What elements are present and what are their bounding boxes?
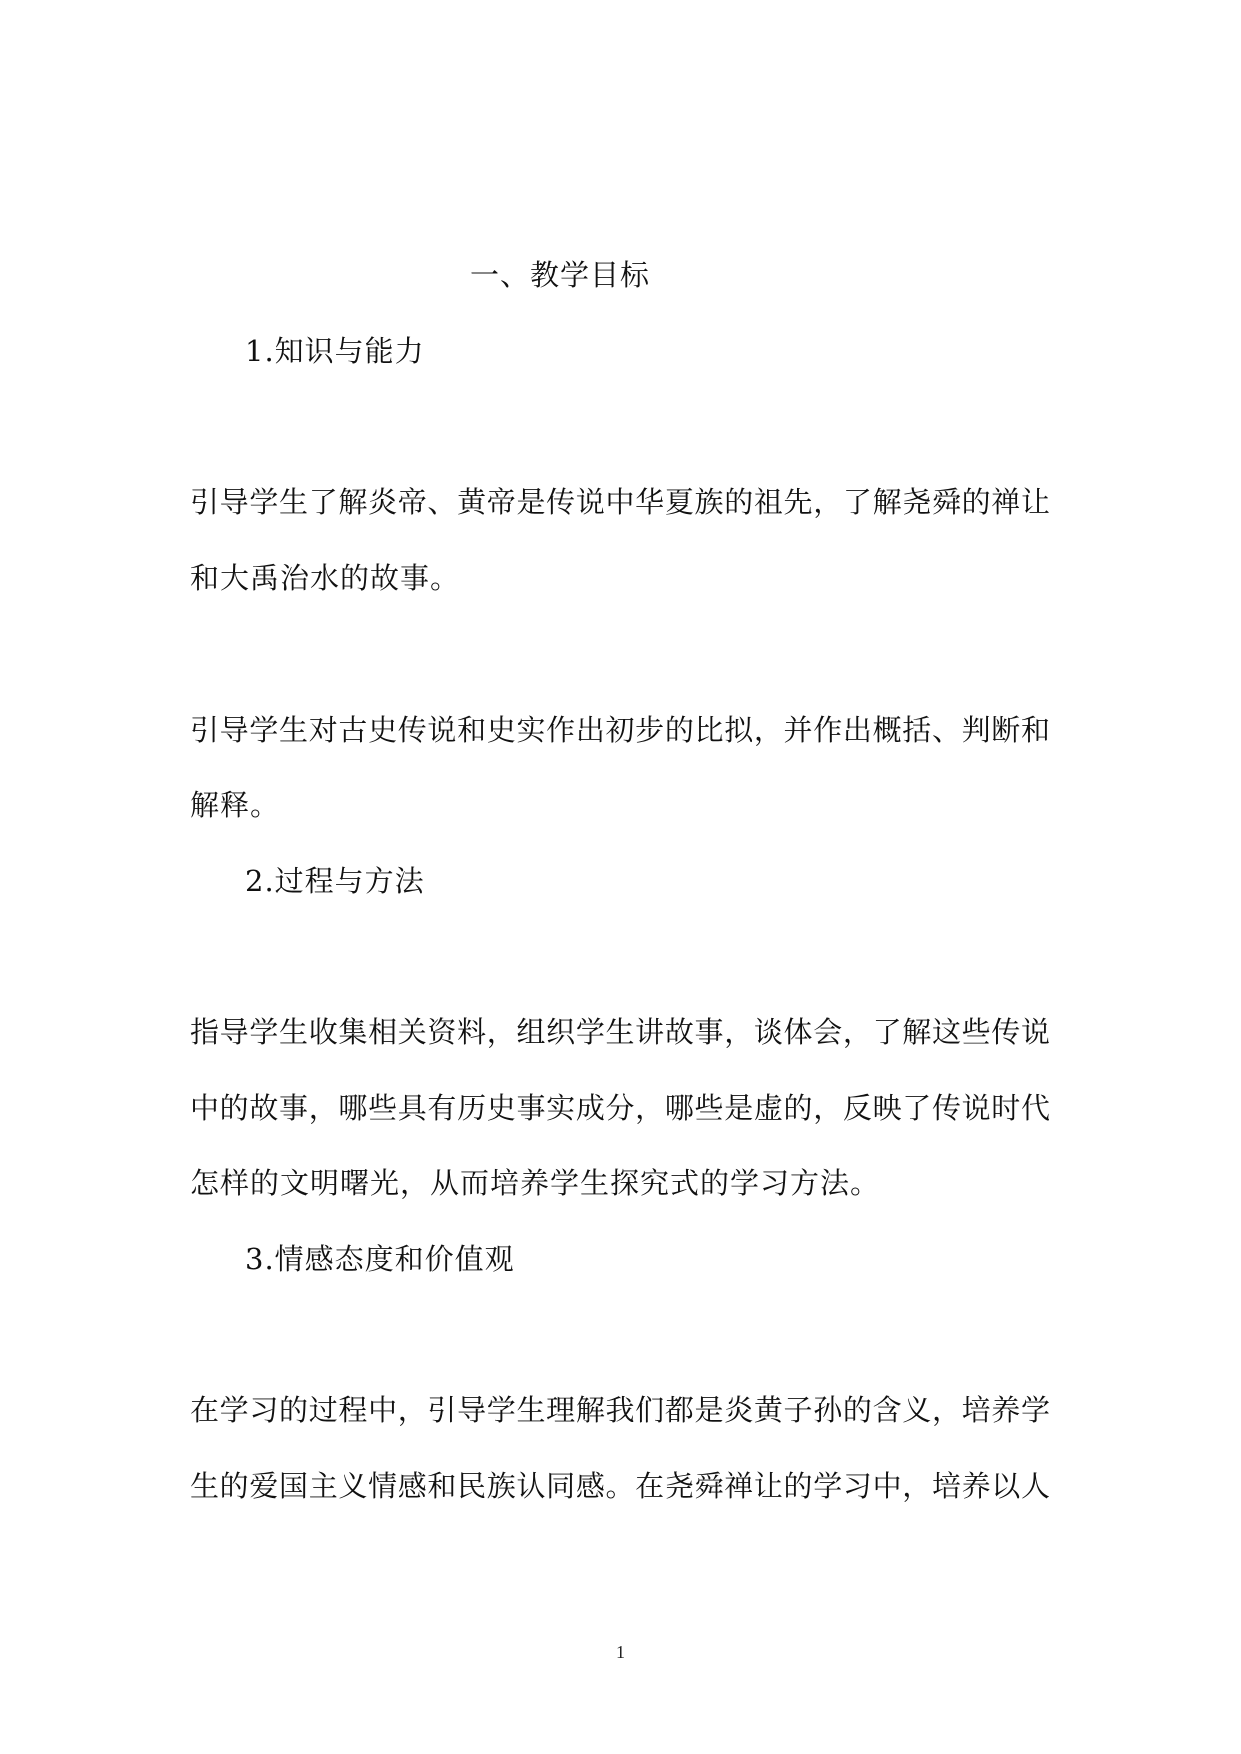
- paragraph-line: 解释。: [190, 788, 281, 822]
- paragraph-line: 怎样的文明曙光，从而培养学生探究式的学习方法。: [190, 1166, 881, 1200]
- paragraph-line: 和大禹治水的故事。: [190, 561, 461, 595]
- paragraph-line: 引导学生对古史传说和史实作出初步的比拟，并作出概括、判断和: [190, 713, 1050, 747]
- paragraph-line: 引导学生了解炎帝、黄帝是传说中华夏族的祖先，了解尧舜的禅让: [190, 485, 1050, 519]
- paragraph-line: 在学习的过程中，引导学生理解我们都是炎黄子孙的含义，培养学: [190, 1393, 1050, 1427]
- subheading-knowledge-ability: 1.知识与能力: [245, 334, 425, 368]
- page-number: 1: [616, 1642, 625, 1662]
- paragraph-line: 中的故事，哪些具有历史事实成分，哪些是虚的，反映了传说时代: [190, 1091, 1050, 1125]
- paragraph-line: 指导学生收集相关资料，组织学生讲故事，谈体会，了解这些传说: [190, 1015, 1050, 1049]
- section-title: 一、教学目标: [470, 258, 651, 292]
- subheading-emotion-values: 3.情感态度和价值观: [245, 1242, 515, 1276]
- subheading-process-method: 2.过程与方法: [245, 864, 425, 898]
- paragraph-line: 生的爱国主义情感和民族认同感。在尧舜禅让的学习中，培养以人: [190, 1469, 1050, 1503]
